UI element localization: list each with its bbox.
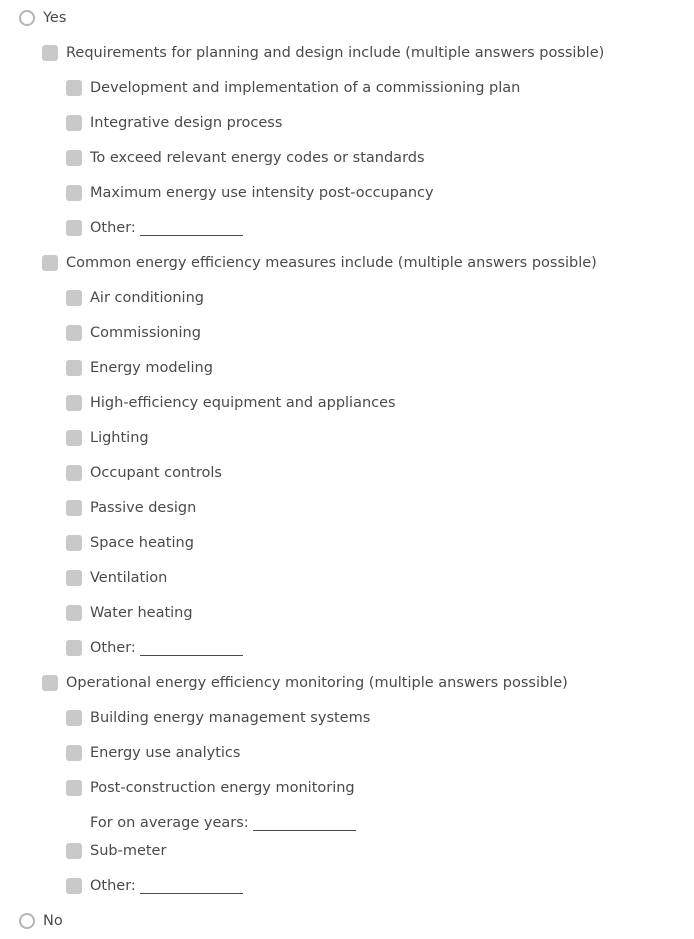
average-years-row [90,812,356,834]
item-label: Building energy management systems [90,710,371,726]
item-label: High-efficiency equipment and appliances [90,395,396,411]
checkbox[interactable] [66,220,82,236]
other-blank-field[interactable] [140,879,243,894]
item-label: To exceed relevant energy codes or standards [90,150,425,166]
group-label: Operational energy efficiency monitoring (multiple answers possible) [66,675,568,691]
list-item[interactable] [66,840,166,862]
average-years-blank-field[interactable] [253,816,356,831]
list-item-other[interactable] [66,875,243,897]
list-item[interactable] [66,567,167,589]
item-label: Passive design [90,500,197,516]
group-operational-monitoring[interactable] [42,672,568,694]
other-blank-field[interactable] [140,221,243,236]
list-item[interactable] [66,392,396,414]
list-item[interactable] [66,532,194,554]
option-no-label: No [43,913,63,929]
list-item[interactable] [66,497,196,519]
checkbox[interactable] [66,80,82,96]
list-item[interactable] [66,707,370,729]
list-item[interactable] [66,77,520,99]
group-label: Requirements for planning and design include (multiple answers possible) [66,45,605,61]
checkbox[interactable] [66,640,82,656]
list-item[interactable] [66,777,355,799]
checkbox[interactable] [66,185,82,201]
average-years-label: For on average years: [90,815,249,831]
item-label: Water heating [90,605,193,621]
item-label: Space heating [90,535,194,551]
list-item[interactable] [66,602,193,624]
item-label: Lighting [90,430,149,446]
list-item[interactable] [66,322,201,344]
checkbox[interactable] [66,780,82,796]
checkbox-efficiency-measures[interactable] [42,255,58,271]
checkbox[interactable] [66,878,82,894]
group-efficiency-measures[interactable] [42,252,597,274]
item-label: Energy modeling [90,360,213,376]
checkbox[interactable] [66,535,82,551]
checkbox[interactable] [66,605,82,621]
checkbox[interactable] [66,465,82,481]
radio-no[interactable] [19,913,35,929]
item-label: Other: [90,640,136,656]
item-label: Other: [90,220,136,236]
checkbox[interactable] [66,395,82,411]
radio-yes[interactable] [19,10,35,26]
checkbox[interactable] [66,710,82,726]
list-item[interactable] [66,287,204,309]
checkbox[interactable] [66,325,82,341]
checkbox[interactable] [66,290,82,306]
group-label: Common energy efficiency measures include (multiple answers possible) [66,255,597,271]
item-label: Development and implementation of a commissioning plan [90,80,521,96]
list-item[interactable] [66,742,240,764]
checkbox[interactable] [66,745,82,761]
list-item[interactable] [66,182,434,204]
item-label: Other: [90,878,136,894]
checkbox-operational-monitoring[interactable] [42,675,58,691]
list-item[interactable] [66,462,222,484]
list-item[interactable] [66,357,213,379]
list-item-other[interactable] [66,217,243,239]
list-item[interactable] [66,112,282,134]
list-item[interactable] [66,427,149,449]
checkbox[interactable] [66,360,82,376]
checkbox[interactable] [66,843,82,859]
option-yes-label: Yes [43,10,67,26]
item-label: Energy use analytics [90,745,241,761]
checkbox[interactable] [66,115,82,131]
item-label: Integrative design process [90,115,283,131]
list-item-other[interactable] [66,637,243,659]
item-label: Sub-meter [90,843,167,859]
item-label: Commissioning [90,325,201,341]
option-no[interactable] [19,910,63,932]
list-item[interactable] [66,147,425,169]
other-blank-field[interactable] [140,641,243,656]
group-planning-design[interactable] [42,42,604,64]
checkbox[interactable] [66,430,82,446]
checkbox[interactable] [66,150,82,166]
checkbox[interactable] [66,500,82,516]
checkbox-planning-design[interactable] [42,45,58,61]
item-label: Occupant controls [90,465,222,481]
item-label: Post-construction energy monitoring [90,780,355,796]
item-label: Maximum energy use intensity post-occupancy [90,185,434,201]
option-yes[interactable] [19,7,66,29]
item-label: Air conditioning [90,290,204,306]
checkbox[interactable] [66,570,82,586]
item-label: Ventilation [90,570,168,586]
